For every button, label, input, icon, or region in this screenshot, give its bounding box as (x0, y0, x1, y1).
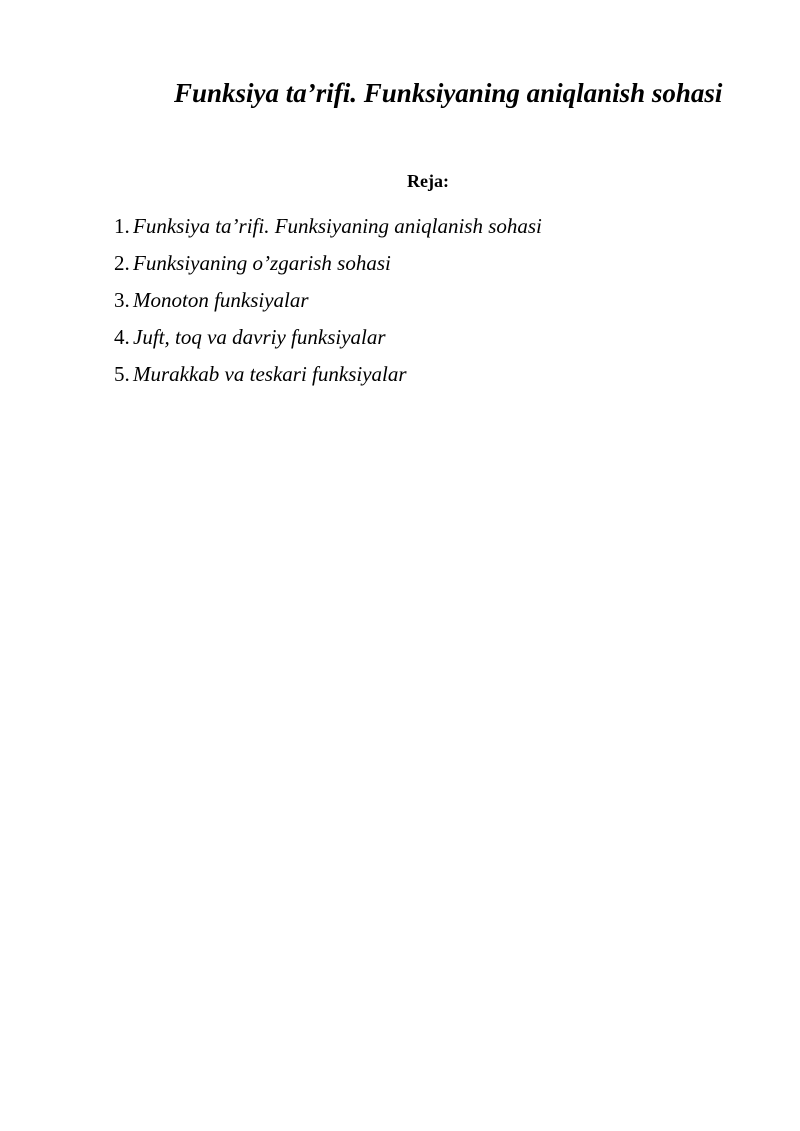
plan-item-text: Monoton funksiyalar (133, 288, 309, 312)
plan-item-number: 3. (114, 288, 130, 312)
document-title: Funksiya ta’rifi. Funksiyaning aniqlanish sohasi (174, 78, 723, 108)
plan-item-text: Funksiyaning o’zgarish sohasi (133, 251, 391, 275)
plan-heading: Reja: (407, 171, 449, 191)
plan-item-number: 1. (114, 214, 130, 238)
plan-item-5 (114, 360, 542, 397)
plan-item-number: 2. (114, 251, 130, 275)
plan-item-4 (114, 323, 542, 360)
plan-list (114, 212, 542, 397)
plan-item-number: 5. (114, 362, 130, 386)
plan-item-3 (114, 286, 542, 323)
plan-item-text: Juft, toq va davriy funksiyalar (133, 325, 386, 349)
plan-item-text: Funksiya ta’rifi. Funksiyaning aniqlanish sohasi (133, 214, 542, 238)
plan-item-2 (114, 249, 542, 286)
plan-item-1 (114, 212, 542, 249)
plan-item-text: Murakkab va teskari funksiyalar (133, 362, 407, 386)
plan-item-number: 4. (114, 325, 130, 349)
